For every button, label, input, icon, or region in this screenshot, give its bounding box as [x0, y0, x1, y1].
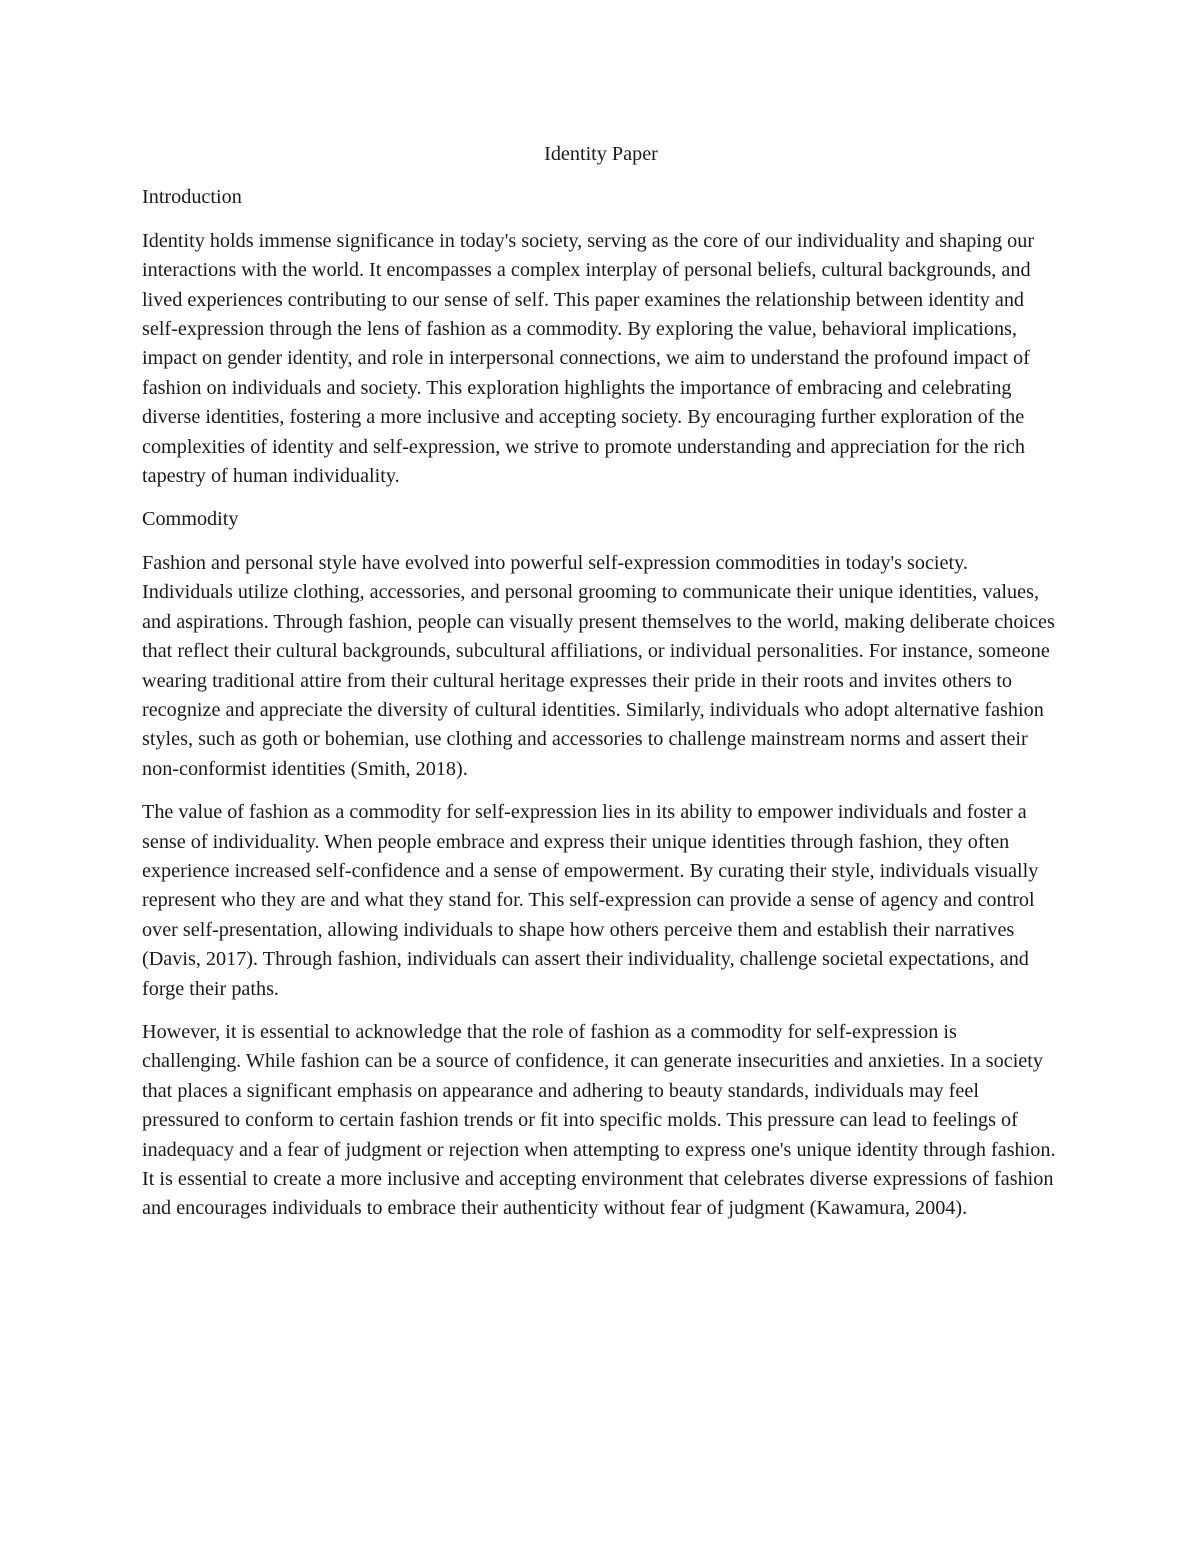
paragraph-commodity-1: Fashion and personal style have evolved into powerful self-expression commodities in today's society. Individuals utilize clothing, accessories, and personal grooming to communicate their unique identities, values, and aspirations. Through fashion, people can visually present themselves to the world, making deliberate choices that reflect their cultural backgrounds, subcultural affiliations, or individual personalities. For instance, someone wearing traditional attire from their cultural heritage expresses their pride in their roots and invites others to recognize and appreciate the diversity of cultural identities. Similarly, individuals who adopt alternative fashion styles, such as goth or bohemian, use clothing and accessories to challenge mainstream norms and assert their non-conformist identities (Smith, 2018).: [142, 551, 1055, 780]
document-title: Identity Paper: [544, 143, 658, 165]
paragraph-commodity-3: However, it is essential to acknowledge that the role of fashion as a commodity for self-expression is challenging. While fashion can be a source of confidence, it can generate insecurities and anxieties. In a society that places a significant emphasis on appearance and adhering to beauty standards, individuals may feel pressured to conform to certain fashion trends or fit into specific molds. This pressure can lead to feelings of inadequacy and a fear of judgment or rejection when attempting to express one's unique identity through fashion. It is essential to create a more inclusive and accepting environment that celebrates diverse expressions of fashion and encourages individuals to embrace their authenticity without fear of judgment (Kawamura, 2004).: [142, 1020, 1056, 1220]
paragraph-introduction: Identity holds immense significance in today's society, serving as the core of our individuality and shaping our interactions with the world. It encompasses a complex interplay of personal beliefs, cultural backgrounds, and lived experiences contributing to our sense of self. This paper examines the relationship between identity and self-expression through the lens of fashion as a commodity. By exploring the value, behavioral implications, impact on gender identity, and role in interpersonal connections, we aim to understand the profound impact of fashion on individuals and society. This exploration highlights the importance of embracing and celebrating diverse identities, fostering a more inclusive and accepting society. By encouraging further exploration of the complexities of identity and self-expression, we strive to promote understanding and appreciation for the rich tapestry of human individuality.: [142, 229, 1035, 488]
section-heading-commodity: Commodity: [142, 508, 239, 531]
document-body: [142, 140, 1060, 1238]
section-heading-introduction: Introduction: [142, 186, 242, 209]
paragraph-commodity-2: The value of fashion as a commodity for self-expression lies in its ability to empower individuals and foster a sense of individuality. When people embrace and express their unique identities through fashion, they often experience increased self-confidence and a sense of empowerment. By curating their style, individuals visually represent who they are and what they stand for. This self-expression can provide a sense of agency and control over self-presentation, allowing individuals to shape how others perceive them and establish their narratives (Davis, 2017). Through fashion, individuals can assert their individuality, challenge societal expectations, and forge their paths.: [142, 801, 1039, 1000]
